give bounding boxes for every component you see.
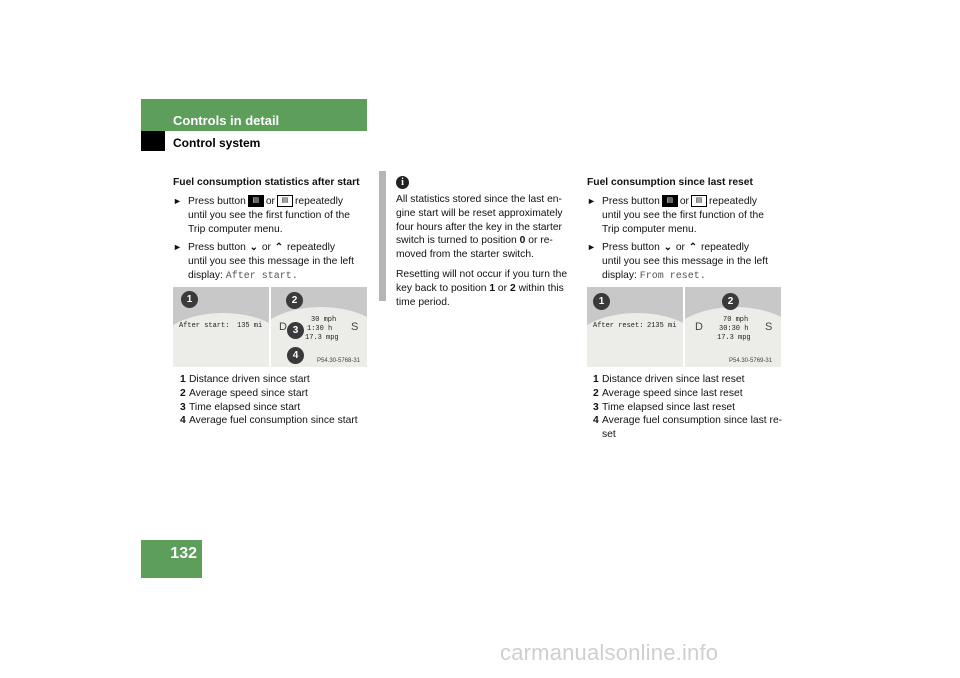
trip-computer-up-button-icon: ▤ bbox=[662, 195, 678, 207]
callout-1: 1 bbox=[593, 293, 610, 310]
callout-2: 2 bbox=[286, 292, 303, 309]
legend-item: 2 Average speed since last reset bbox=[593, 387, 743, 399]
legend-item: 4 Average fuel consumption since last re- bbox=[593, 415, 783, 427]
legend-item: 1 Distance driven since start bbox=[180, 374, 310, 385]
chevron-up-icon: ⌃ bbox=[688, 242, 698, 253]
subsection-marker bbox=[141, 131, 165, 151]
gear-s-label: S bbox=[765, 321, 773, 333]
avg-speed-value: 70 mph bbox=[723, 316, 749, 324]
figure-reference: P54.30-5769-31 bbox=[729, 358, 773, 364]
display-message: From reset. bbox=[639, 270, 706, 282]
watermark: carmanualsonline.info bbox=[500, 640, 719, 665]
chevron-down-icon: ⌄ bbox=[249, 242, 258, 253]
callout-2: 2 bbox=[722, 293, 739, 310]
legend-item: 3 Time elapsed since start bbox=[180, 401, 301, 413]
right-legend bbox=[593, 373, 782, 442]
step-text: Press button bbox=[188, 196, 246, 207]
bullet-arrow-icon: ► bbox=[173, 242, 182, 252]
callout-4: 4 bbox=[287, 347, 304, 364]
info-note: All statistics stored since the last en- gine start will be reset approximately four hours after the key in the starter switch is turned to position 0 or re- moved from the starter switch. Resetting will not occur if you turn the key back to position 1 or 2 within this time period. bbox=[396, 194, 568, 308]
gear-d-label: D bbox=[695, 321, 703, 333]
legend-item: 4 Average fuel consumption since start bbox=[180, 415, 358, 427]
callout-1: 1 bbox=[181, 291, 198, 308]
gear-s-label: S bbox=[351, 321, 359, 333]
right-step-1: ► Press button ▤ or ▤ repeatedly until you see the first function of the Trip computer menu. bbox=[587, 196, 764, 235]
display-value: 2135 mi bbox=[647, 322, 677, 330]
left-step-1: ► Press button ▤ or ▤ repeatedly until you see the first function of the Trip computer menu. bbox=[173, 196, 350, 235]
trip-computer-up-button-icon: ▤ bbox=[248, 195, 264, 207]
gear-d-label: D bbox=[279, 321, 287, 333]
legend-item: 2 Average speed since start bbox=[180, 387, 308, 399]
avg-speed-value: 30 mph bbox=[311, 316, 337, 324]
subsection-title: Control system bbox=[173, 136, 261, 150]
right-heading: Fuel consumption since last reset bbox=[587, 177, 753, 188]
info-icon: i bbox=[396, 176, 409, 189]
left-step-2: ► Press button ⌄ or ⌃ repeatedly until you see this message in the left display: After start. bbox=[173, 242, 354, 282]
left-legend bbox=[180, 373, 358, 428]
display-label: After start: bbox=[179, 322, 230, 330]
chevron-up-icon: ⌃ bbox=[274, 242, 284, 253]
display-message: After start. bbox=[225, 270, 298, 282]
right-step-2: ► Press button ⌄ or ⌃ repeatedly until you see this message in the left display: From reset. bbox=[587, 242, 768, 282]
info-sidebar-bar bbox=[379, 171, 386, 301]
chevron-down-icon: ⌄ bbox=[663, 242, 672, 253]
legend-item: 1 Distance driven since last reset bbox=[593, 374, 745, 385]
bullet-arrow-icon: ► bbox=[587, 196, 596, 206]
bullet-arrow-icon: ► bbox=[587, 242, 596, 252]
section-title: Controls in detail bbox=[173, 113, 280, 128]
bullet-arrow-icon: ► bbox=[173, 196, 182, 206]
elapsed-time-value: 30:30 h bbox=[719, 325, 749, 333]
trip-computer-down-button-icon: ▤ bbox=[277, 195, 293, 207]
avg-fuel-value: 17.3 mpg bbox=[717, 334, 751, 342]
left-heading: Fuel consumption statistics after start bbox=[173, 177, 360, 188]
page-number: 132 bbox=[170, 545, 197, 562]
trip-computer-down-button-icon: ▤ bbox=[691, 195, 707, 207]
legend-item: 3 Time elapsed since last reset bbox=[593, 401, 735, 413]
avg-fuel-value: 17.3 mpg bbox=[305, 334, 339, 342]
elapsed-time-value: 1:30 h bbox=[307, 325, 333, 333]
legend-item-continuation: set bbox=[602, 429, 616, 441]
callout-3: 3 bbox=[287, 322, 304, 339]
figure-reference: P54.30-5768-31 bbox=[317, 358, 361, 364]
display-label: After reset: bbox=[593, 322, 644, 330]
display-value: 135 mi bbox=[237, 322, 263, 330]
